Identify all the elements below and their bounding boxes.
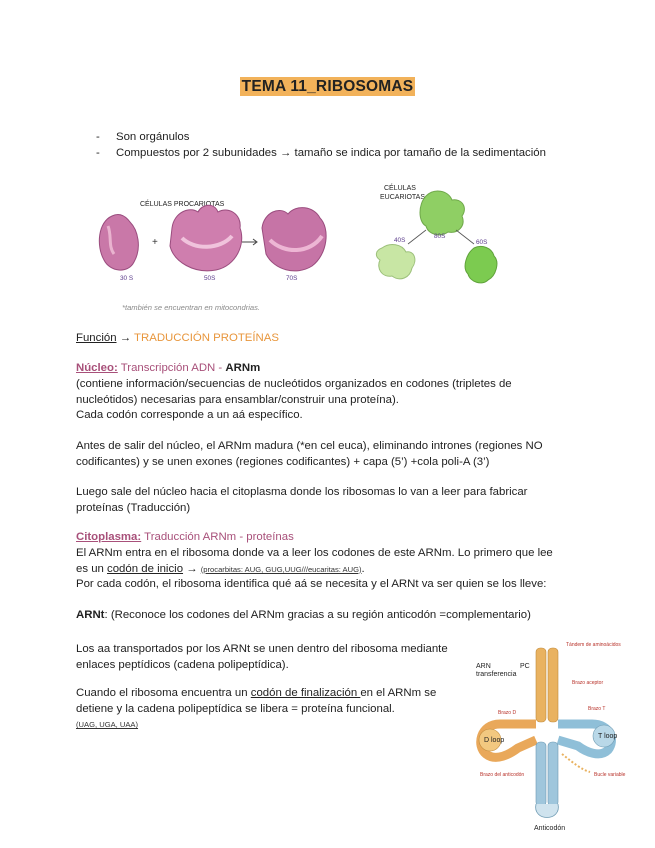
arnt-finalizacion: Cuando el ribosoma encuentra un codón de finalización en el ARNm se detiene y la cadena polipeptídica se libera = proteína funcional. (UAG, UGA, UAA) xyxy=(76,687,437,730)
trna-anticodon-arm-label: Brazo del anticodón xyxy=(480,772,525,778)
page-title: TEMA 11_RIBOSOMAS xyxy=(241,78,414,95)
arnt-line: ARNt: (Reconoce los codones del ARNm gracias a su región anticodón =complementario) xyxy=(76,609,531,621)
trna-acceptor-label: Brazo aceptor xyxy=(572,680,604,686)
euk-large-shape xyxy=(465,246,497,282)
small-subunit-label: 30 S xyxy=(120,275,134,282)
nucleo-maduracion: Antes de salir del núcleo, el ARNm madura (*en cel euca), eliminando intrones (regiones NO codificantes) y se unen exones (regiones codificantes) + capa (5’) +cola poli-A (3’) xyxy=(76,440,543,468)
trna-t-loop-label: T loop xyxy=(598,733,618,740)
nucleo-heading: Núcleo: Transcripción ADN - ARNm xyxy=(76,362,261,374)
codon-final-link: codón de finalización xyxy=(250,687,361,699)
euk-heading-2: EUCARIOTAS xyxy=(380,194,425,201)
ribosome-eukaryote-illustration xyxy=(370,182,520,292)
trna-d-arm-label: Brazo D xyxy=(498,710,517,716)
funcion-label: Función xyxy=(76,332,117,344)
nucleo-salida: Luego sale del núcleo hacia el citoplasma donde los ribosomas lo van a leer para fabricar proteínas (Traducción) xyxy=(76,486,528,514)
trna-site-label: Tándem de aminoácidos xyxy=(566,642,621,648)
small-subunit-shape xyxy=(99,214,138,270)
trna-variable-label: Bucle variable xyxy=(594,772,626,778)
trna-d-loop-label: D loop xyxy=(484,737,505,744)
whole-ribosome-label: 70S xyxy=(286,275,298,282)
figure-caption: *también se encuentran en mitocondrias. xyxy=(122,303,261,312)
euk-large-label: 60S xyxy=(476,239,488,246)
ribosome-prokaryote-illustration xyxy=(90,188,340,300)
bullet-item: - Compuestos por 2 subunidades → tamaño se indica por tamaño de la sedimentación xyxy=(96,147,546,159)
trna-pc-label: PC xyxy=(520,663,530,670)
nucleo-text: (contiene información/secuencias de nucleótidos organizados en codones (tripletes de nucleótidos) necesarias para ensamblar/construir una proteína). Cada codón corresponde a un aá específico. xyxy=(76,378,512,422)
trna-anticodon-label: Anticodón xyxy=(534,825,566,832)
funcion-value: TRADUCCIÓN PROTEÍNAS xyxy=(134,332,279,344)
euk-whole-shape xyxy=(420,191,464,235)
trna-illustration xyxy=(470,636,645,834)
citoplasma-heading: Citoplasma: Traducción ARNm - proteínas xyxy=(76,531,294,543)
plus-sign: + xyxy=(152,237,158,248)
codon-inicio-link: codón de inicio xyxy=(107,562,184,575)
bullet-item: - Son orgánulos xyxy=(96,131,190,143)
trna-heading-2: transferencia xyxy=(476,671,517,678)
figure-heading: CÉLULAS PROCARIOTAS xyxy=(140,201,225,208)
funcion-line: Función → TRADUCCIÓN PROTEÍNAS xyxy=(76,332,279,344)
trna-heading-1: ARN xyxy=(476,663,491,670)
euk-whole-label: 80S xyxy=(434,233,446,240)
trna-t-arm-label: Brazo T xyxy=(588,706,606,712)
euk-small-label: 40S xyxy=(394,237,406,244)
euk-small-shape xyxy=(376,245,415,279)
large-subunit-label: 50S xyxy=(204,275,216,282)
arnt-enlaces: Los aa transportados por los ARNt se unen dentro del ribosoma mediante enlaces peptídicos (cadena polipeptídica). xyxy=(76,643,448,671)
citoplasma-text: El ARNm entra en el ribosoma donde va a leer los codones de este ARNm. Lo primero que lee es un codón de inicio → (procarbitas: AUG, GUG,UUG///eucaritas: AUG). Por cada codón, el ribosoma identifica qué aá se necesita y el ARNt va ser quien se los lleve: xyxy=(76,547,553,591)
euk-heading-1: CÉLULAS xyxy=(384,185,416,192)
